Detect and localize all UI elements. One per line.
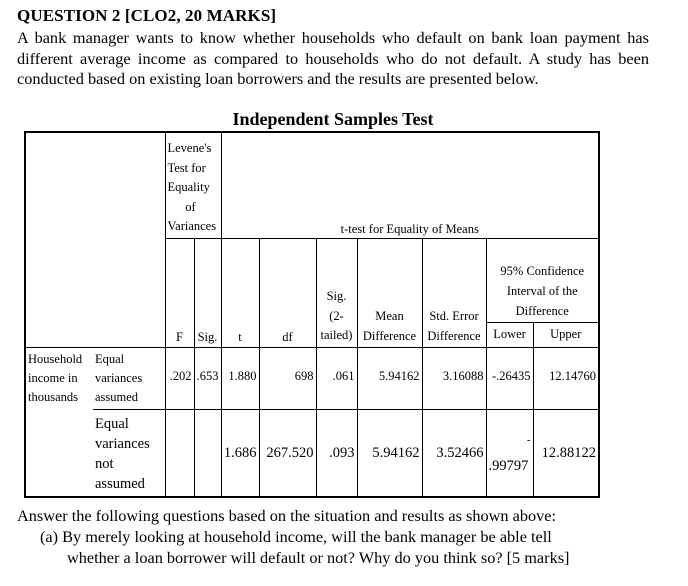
col-header-line: tailed) bbox=[320, 328, 353, 342]
cell-sig-empty bbox=[194, 409, 221, 497]
row-label-line: variances bbox=[95, 370, 143, 385]
row-label-line: Equal bbox=[95, 415, 129, 432]
cell-f-empty bbox=[165, 409, 194, 497]
levene-header bbox=[165, 132, 221, 238]
ci-header bbox=[486, 238, 599, 322]
col-header-line: Mean bbox=[375, 308, 404, 323]
ttest-header: t-test for Equality of Means bbox=[221, 132, 599, 238]
col-header-f: F bbox=[165, 238, 194, 347]
levene-header-line: of bbox=[185, 199, 196, 214]
cell-std-error: 3.52466 bbox=[422, 409, 486, 497]
table-title-text: Independent Samples Test bbox=[232, 109, 434, 129]
cell-upper: 12.88122 bbox=[533, 409, 599, 497]
question-a-line2: whether a loan borrower will default or not? Why do you think so? [5 marks] bbox=[67, 548, 570, 567]
cell-mean-difference: 5.94162 bbox=[357, 409, 422, 497]
col-header-sig: Sig. bbox=[194, 238, 221, 347]
row-label-line: Equal bbox=[95, 351, 125, 366]
cell-df: 267.520 bbox=[259, 409, 316, 497]
table-corner-cell bbox=[25, 132, 165, 347]
question-a-line1: (a) By merely looking at household income, will the bank manager be able tell bbox=[40, 527, 552, 546]
cell-t: 1.880 bbox=[221, 347, 259, 409]
col-header-mean-difference bbox=[357, 238, 422, 347]
cell-upper: 12.14760 bbox=[533, 347, 599, 409]
levene-header-line: Test for bbox=[167, 160, 206, 175]
row-label-equal-variances-not-assumed bbox=[93, 409, 165, 497]
cell-sig-2-tailed: .093 bbox=[316, 409, 357, 497]
cell-df: 698 bbox=[259, 347, 316, 409]
col-header-lower: Lower bbox=[486, 322, 533, 347]
cell-std-error: 3.16088 bbox=[422, 347, 486, 409]
table-title bbox=[17, 109, 649, 130]
col-header-line: Difference bbox=[427, 328, 481, 343]
table-row bbox=[25, 409, 599, 497]
ci-header-line: Interval of the bbox=[506, 283, 578, 298]
row-label-line: assumed bbox=[95, 475, 145, 492]
col-header-line: Sig. bbox=[326, 289, 347, 303]
answer-lead: Answer the following questions based on the situation and results as shown above: bbox=[17, 506, 557, 525]
row-label-line: Household bbox=[28, 351, 83, 366]
question-intro: A bank manager wants to know whether households who default on bank loan payment has different average income as compared to households who do not default. A study has been conducted based on existing loan borrowers and the results are presented below. bbox=[17, 28, 649, 89]
row-label-line: thousands bbox=[28, 389, 78, 404]
ci-header-line: 95% Confidence bbox=[500, 263, 585, 278]
col-header-df: df bbox=[259, 238, 316, 347]
cell-lower: -.26435 bbox=[486, 347, 533, 409]
levene-header-line: Variances bbox=[167, 219, 217, 233]
cell-lower-sign: - bbox=[526, 433, 531, 446]
independent-samples-table bbox=[24, 131, 600, 498]
ci-header-line: Difference bbox=[515, 303, 569, 318]
cell-lower bbox=[486, 409, 533, 497]
cell-sig: .653 bbox=[194, 347, 221, 409]
col-header-std-error-difference bbox=[422, 238, 486, 347]
col-header-line: Difference bbox=[362, 328, 417, 343]
row-label-line: income in bbox=[28, 370, 78, 385]
cell-lower-value: .99797 bbox=[488, 457, 529, 474]
cell-sig-2-tailed: .061 bbox=[316, 347, 357, 409]
col-header-sig-2-tailed bbox=[316, 238, 357, 347]
col-header-upper: Upper bbox=[533, 322, 599, 347]
row-label-household-income bbox=[25, 347, 93, 497]
table-row bbox=[25, 347, 599, 409]
cell-f: .202 bbox=[165, 347, 194, 409]
row-label-line: assumed bbox=[95, 389, 139, 404]
col-header-line: (2- bbox=[329, 308, 344, 323]
levene-header-line: Equality bbox=[167, 180, 210, 194]
question-heading: QUESTION 2 [CLO2, 20 MARKS] bbox=[17, 6, 277, 25]
levene-header-line: Levene's bbox=[167, 141, 212, 155]
cell-t: 1.686 bbox=[221, 409, 259, 497]
row-label-line: not bbox=[95, 455, 114, 472]
col-header-t: t bbox=[221, 238, 259, 347]
row-label-equal-variances-assumed bbox=[93, 347, 165, 409]
col-header-line: Std. Error bbox=[429, 308, 479, 323]
answer-section bbox=[17, 505, 657, 568]
cell-mean-difference: 5.94162 bbox=[357, 347, 422, 409]
row-label-line: variances bbox=[95, 435, 150, 452]
